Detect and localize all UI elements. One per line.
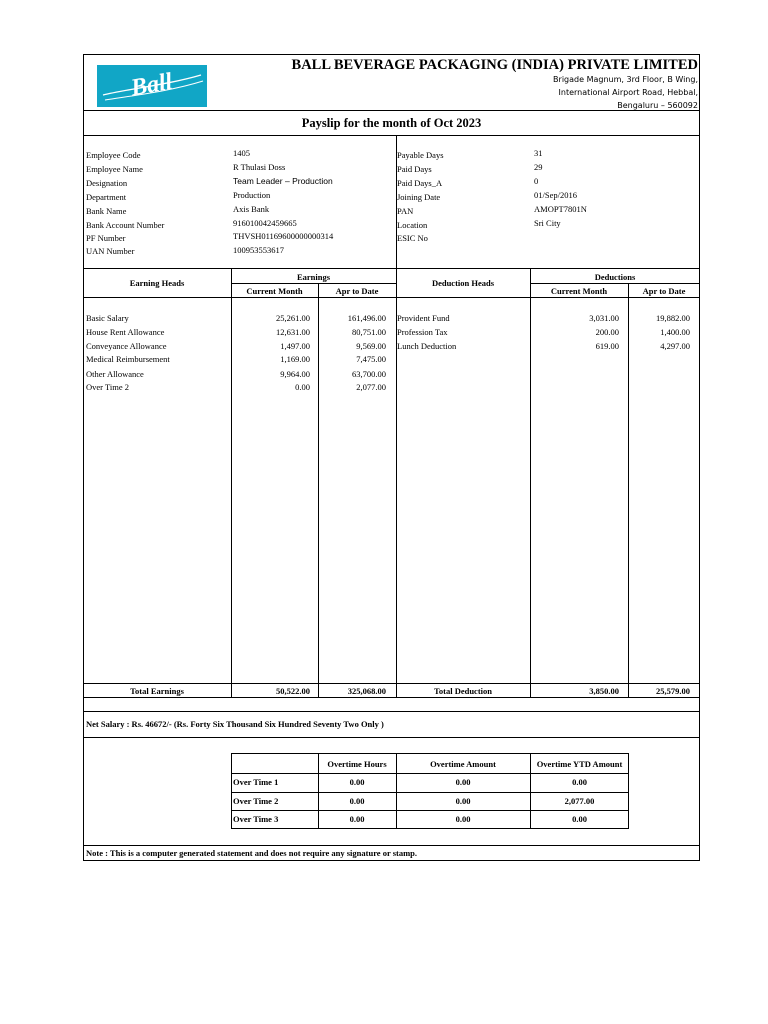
net-salary: Net Salary : Rs. 46672/- (Rs. Forty Six Thousand Six Hundred Seventy Two Only ): [86, 719, 384, 729]
deductions-apr-to-date-header: Apr to Date: [642, 286, 686, 296]
payslip-title: Payslip for the month of Oct 2023: [301, 116, 482, 130]
earning-ytd-conveyance: 9,569.00: [356, 341, 386, 351]
company-address-line-3: Bengaluru – 560092: [617, 101, 698, 110]
paid-days-value: 29: [534, 162, 543, 172]
table-header-divider: [83, 297, 700, 298]
designation-label: Designation: [86, 178, 128, 188]
deductions-header: Deductions: [594, 272, 636, 282]
deduction-heads-header: Deduction Heads: [431, 278, 495, 288]
deduction-ytd-lunch: 4,297.00: [660, 341, 690, 351]
deduction-head-provident-fund: Provident Fund: [397, 313, 450, 323]
company-logo: [97, 65, 207, 107]
earning-current-medical: 1,169.00: [280, 354, 310, 364]
pf-number-value: THVSH01169600000000314: [233, 231, 334, 241]
total-earnings-ytd: 325,068.00: [347, 686, 386, 696]
bank-account-number-value: 916010042459665: [233, 218, 297, 228]
overtime-row-divider-1: [231, 792, 629, 793]
earnings-header: Earnings: [296, 272, 331, 282]
overtime-row-1-label: Over Time 1: [233, 777, 279, 787]
earning-current-over-time-2: 0.00: [295, 382, 310, 392]
employee-name-label: Employee Name: [86, 164, 143, 174]
employee-info-divider: [83, 268, 700, 269]
earning-ytd-over-time-2: 2,077.00: [356, 382, 386, 392]
computer-generated-note: Note : This is a computer generated statement and does not require any signature or stamp.: [86, 848, 418, 858]
deduction-current-profession-tax: 200.00: [595, 327, 619, 337]
earning-head-medical: Medical Reimbursement: [86, 354, 170, 364]
overtime-row-divider-2: [231, 810, 629, 811]
bank-name-label: Bank Name: [86, 206, 127, 216]
deductions-current-month-header: Current Month: [550, 286, 608, 296]
total-deduction-ytd: 25,579.00: [656, 686, 690, 696]
bank-account-number-label: Bank Account Number: [86, 220, 165, 230]
pan-label: PAN: [397, 206, 414, 216]
joining-date-value: 01/Sep/2016: [534, 190, 577, 200]
overtime-row-3-label: Over Time 3: [233, 814, 279, 824]
paid-days-label: Paid Days: [397, 164, 432, 174]
location-value: Sri City: [534, 218, 561, 228]
deduction-current-lunch: 619.00: [595, 341, 619, 351]
totals-bottom-divider: [83, 697, 700, 698]
earning-ytd-other-allowance: 63,700.00: [352, 369, 386, 379]
deduction-current-provident-fund: 3,031.00: [589, 313, 619, 323]
payslip-frame: [83, 54, 700, 861]
earning-current-hra: 12,631.00: [276, 327, 310, 337]
total-earnings-current: 50,522.00: [276, 686, 310, 696]
deductions-subheader-divider: [530, 283, 700, 284]
earning-ytd-hra: 80,751.00: [352, 327, 386, 337]
overtime-header-divider: [231, 773, 629, 774]
overtime-row-3-amount: 0.00: [455, 814, 471, 824]
net-salary-top-divider: [83, 711, 700, 712]
overtime-row-1-hours: 0.00: [349, 777, 365, 787]
pan-value: AMOPT7801N: [534, 204, 587, 214]
overtime-amount-header: Overtime Amount: [430, 759, 496, 769]
overtime-hours-header: Overtime Hours: [327, 759, 387, 769]
employee-code-label: Employee Code: [86, 150, 141, 160]
earning-current-other-allowance: 9,964.00: [280, 369, 310, 379]
overtime-row-2-amount: 0.00: [455, 796, 471, 806]
earnings-subheader-divider: [231, 283, 396, 284]
overtime-row-3-hours: 0.00: [349, 814, 365, 824]
employee-code-value: 1405: [233, 148, 250, 158]
deduction-ytd-profession-tax: 1,400.00: [660, 327, 690, 337]
earning-head-over-time-2: Over Time 2: [86, 382, 129, 392]
designation-value: Team Leader – Production: [233, 176, 333, 186]
esic-no-label: ESIC No: [397, 233, 428, 243]
total-deduction-current: 3,850.00: [589, 686, 619, 696]
earnings-apr-to-date-header: Apr to Date: [335, 286, 379, 296]
header-divider: [83, 110, 700, 111]
location-label: Location: [397, 220, 428, 230]
uan-number-value: 100953553617: [233, 245, 284, 255]
overtime-row-2-ytd: 2,077.00: [564, 796, 595, 806]
total-deduction-label: Total Deduction: [433, 686, 492, 696]
title-divider: [83, 135, 700, 136]
deduction-head-lunch: Lunch Deduction: [397, 341, 457, 351]
totals-top-divider: [83, 683, 700, 684]
earning-head-basic-salary: Basic Salary: [86, 313, 129, 323]
uan-number-label: UAN Number: [86, 246, 135, 256]
payable-days-value: 31: [534, 148, 543, 158]
company-address-line-1: Brigade Magnum, 3rd Floor, B Wing,: [553, 75, 698, 84]
earnings-current-month-header: Current Month: [246, 286, 303, 296]
company-address-line-2: International Airport Road, Hebbal,: [558, 88, 698, 97]
overtime-ytd-amount-header: Overtime YTD Amount: [536, 759, 623, 769]
earning-head-hra: House Rent Allowance: [86, 327, 165, 337]
note-divider: [83, 845, 700, 846]
overtime-row-1-ytd: 0.00: [572, 777, 587, 787]
joining-date-label: Joining Date: [397, 192, 441, 202]
earning-current-basic-salary: 25,261.00: [276, 313, 310, 323]
paid-days-a-value: 0: [534, 176, 539, 186]
overtime-row-2-hours: 0.00: [349, 796, 365, 806]
earning-current-conveyance: 1,497.00: [280, 341, 310, 351]
deduction-ytd-provident-fund: 19,882.00: [656, 313, 690, 323]
earning-heads-header: Earning Heads: [129, 278, 185, 288]
paid-days-a-label: Paid Days_A: [397, 178, 443, 188]
bank-name-value: Axis Bank: [233, 204, 270, 214]
earning-ytd-basic-salary: 161,496.00: [347, 313, 386, 323]
total-earnings-label: Total Earnings: [130, 686, 184, 696]
department-value: Production: [233, 190, 271, 200]
earning-head-other-allowance: Other Allowance: [86, 369, 144, 379]
department-label: Department: [86, 192, 127, 202]
earning-head-conveyance: Conveyance Allowance: [86, 341, 167, 351]
overtime-row-3-ytd: 0.00: [572, 814, 587, 824]
payable-days-label: Payable Days: [397, 150, 444, 160]
employee-name-value: R Thulasi Doss: [233, 162, 286, 172]
net-salary-bottom-divider: [83, 737, 700, 738]
company-name: BALL BEVERAGE PACKAGING (INDIA) PRIVATE LIMITED: [291, 57, 698, 73]
logo-wordmark: Ball: [129, 68, 175, 102]
overtime-row-2-label: Over Time 2: [233, 796, 279, 806]
overtime-row-1-amount: 0.00: [455, 777, 471, 787]
pf-number-label: PF Number: [86, 233, 126, 243]
earning-ytd-medical: 7,475.00: [356, 354, 386, 364]
deduction-head-profession-tax: Profession Tax: [397, 327, 448, 337]
